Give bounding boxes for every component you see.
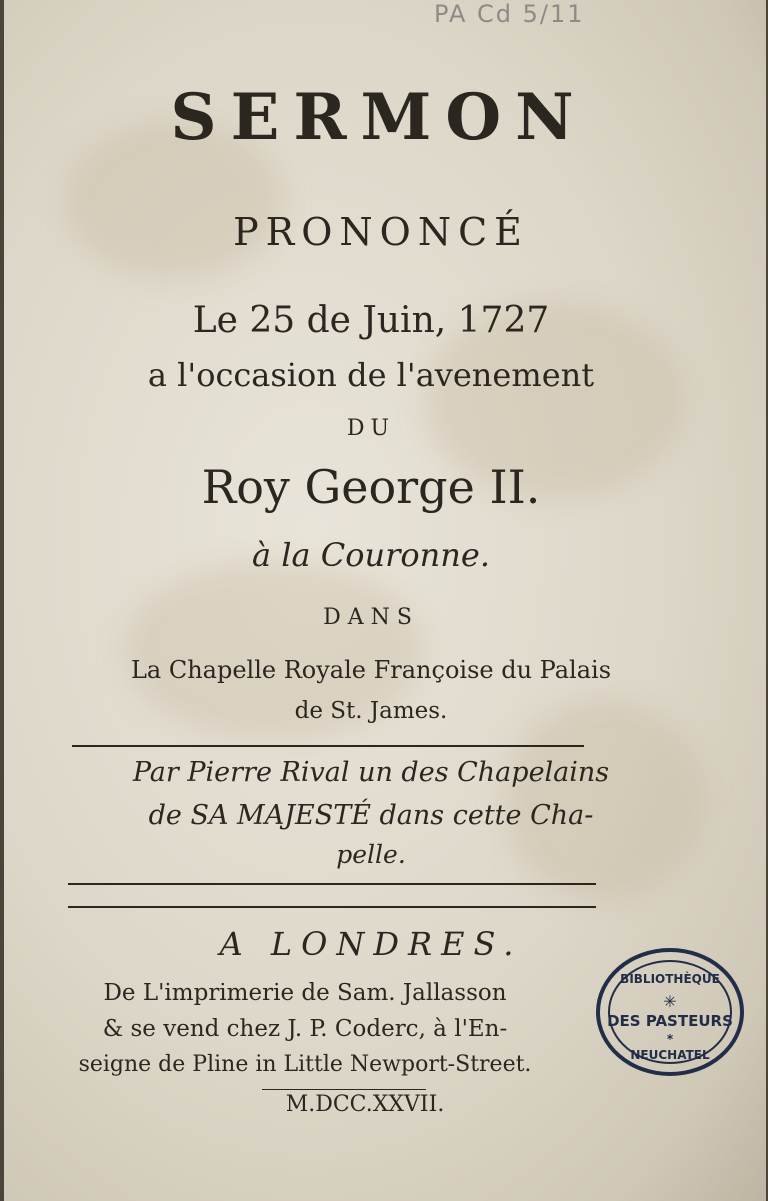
stamp-middle-text: DES PASTEURS [607, 1012, 733, 1030]
divider-rule [72, 745, 584, 747]
date-line: Le 25 de Juin, 1727 [192, 300, 550, 341]
library-stamp [596, 948, 744, 1076]
author-line-2: de SA MAJESTÉ dans cette Cha- [148, 800, 594, 831]
author-line-3: pelle. [336, 840, 406, 869]
divider-rule [262, 1089, 426, 1090]
crown-line: à la Couronne. [252, 536, 490, 574]
star-icon: * [666, 1032, 674, 1046]
title: SERMON [170, 80, 588, 155]
subtitle: PRONONCÉ [233, 210, 529, 254]
dans-label: DANS [323, 605, 419, 630]
occasion-line: a l'occasion de l'avenement [147, 356, 595, 394]
king-line: Roy George II. [201, 460, 541, 514]
imprint-line-3: seigne de Pline in Little Newport-Street. [78, 1052, 532, 1077]
shelfmark: PA Cd 5/11 [434, 0, 585, 28]
divider-rule [68, 906, 596, 908]
du-label: DU [346, 416, 396, 441]
stamp-top-text: BIBLIOTHÈQUE [620, 972, 720, 986]
divider-rule [68, 883, 596, 885]
year-line: M.DCC.XXVII. [285, 1092, 445, 1117]
star-icon: ✳ [663, 992, 677, 1011]
imprint-line-2: & se vend chez J. P. Coderc, à l'En- [102, 1016, 508, 1042]
stamp-bottom-text: NEUCHATEL [630, 1048, 710, 1062]
chapel-line-1: La Chapelle Royale Françoise du Palais [130, 656, 612, 684]
imprint-line-1: De L'imprimerie de Sam. Jallasson [103, 980, 507, 1006]
chapel-line-2: de St. James. [294, 698, 448, 724]
author-line-1: Par Pierre Rival un des Chapelains [132, 757, 610, 788]
title-page [4, 0, 766, 1201]
place-line: A LONDRES. [219, 925, 523, 963]
